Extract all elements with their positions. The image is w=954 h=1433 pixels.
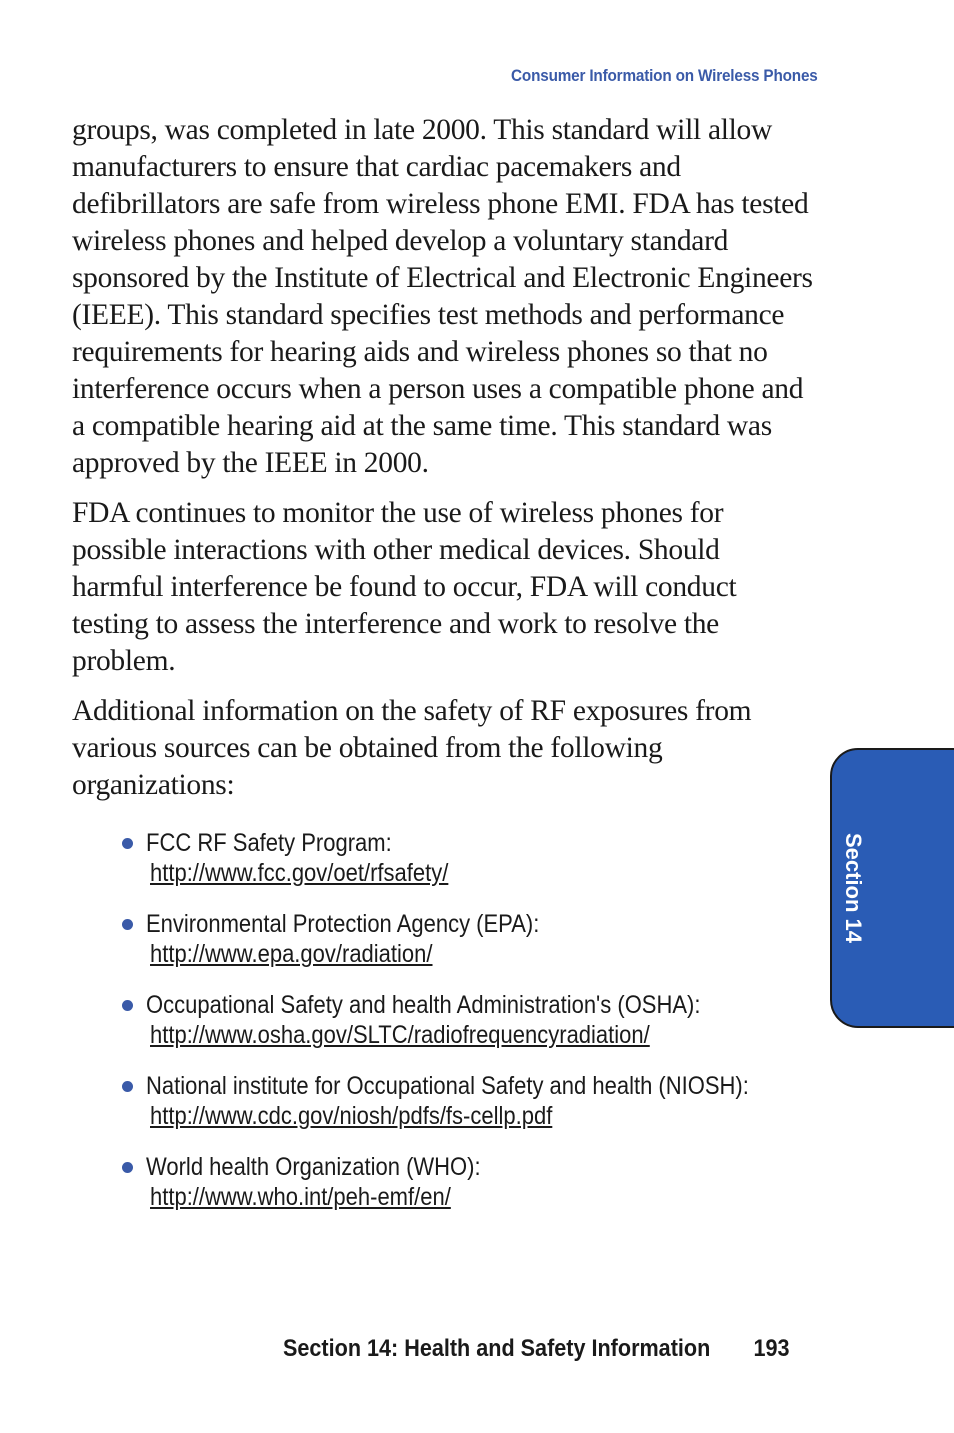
footer-section-title: Section 14: Health and Safety Information xyxy=(283,1335,711,1362)
organization-name: National institute for Occupational Safety and health (NIOSH): xyxy=(146,1072,749,1100)
list-item xyxy=(122,1152,817,1212)
organization-name: Occupational Safety and health Administration's (OSHA): xyxy=(146,991,701,1019)
organization-list xyxy=(122,828,817,1212)
list-item xyxy=(122,828,817,888)
list-item xyxy=(122,909,817,969)
body-text xyxy=(72,112,817,1233)
paragraph: groups, was completed in late 2000. This standard will allow manufacturers to ensure that cardiac pacemakers and defibrillators are safe from wireless phone EMI. FDA has tested wireless phones and helped develop a voluntary standard sponsored by the Institute of Electrical and Electronic Engineers (IEEE). This standard specifies test methods and performance requirements for hearing aids and wireless phones so that no interference occurs when a person uses a compatible phone and a compatible hearing aid at the same time. This standard was approved by the IEEE in 2000. xyxy=(72,114,813,479)
list-item xyxy=(122,1071,817,1131)
paragraph: FDA continues to monitor the use of wireless phones for possible interactions with other medical devices. Should harmful interference be found to occur, FDA will conduct testing to assess the interference and work to resolve the problem. xyxy=(72,497,737,677)
paragraph: Additional information on the safety of RF exposures from various sources can be obtained from the following organizations: xyxy=(72,695,752,801)
organization-name: Environmental Protection Agency (EPA): xyxy=(146,910,540,938)
bullet-icon xyxy=(122,1000,133,1011)
organization-link[interactable]: http://www.osha.gov/SLTC/radiofrequencyradiation/ xyxy=(150,1021,650,1049)
page-number: 193 xyxy=(753,1335,790,1362)
organization-link[interactable]: http://www.epa.gov/radiation/ xyxy=(150,940,433,968)
organization-link[interactable]: http://www.who.int/peh-emf/en/ xyxy=(150,1183,451,1211)
bullet-icon xyxy=(122,838,133,849)
running-header: Consumer Information on Wireless Phones xyxy=(511,66,818,85)
organization-name: World health Organization (WHO): xyxy=(146,1153,481,1181)
bullet-icon xyxy=(122,919,133,930)
bullet-icon xyxy=(122,1162,133,1173)
organization-link[interactable]: http://www.fcc.gov/oet/rfsafety/ xyxy=(150,859,449,887)
page-footer xyxy=(283,1335,790,1363)
list-item xyxy=(122,990,817,1050)
bullet-icon xyxy=(122,1081,133,1092)
organization-name: FCC RF Safety Program: xyxy=(146,829,392,857)
section-tab-label: Section 14 xyxy=(841,832,866,944)
organization-link[interactable]: http://www.cdc.gov/niosh/pdfs/fs-cellp.pdf xyxy=(150,1102,553,1130)
